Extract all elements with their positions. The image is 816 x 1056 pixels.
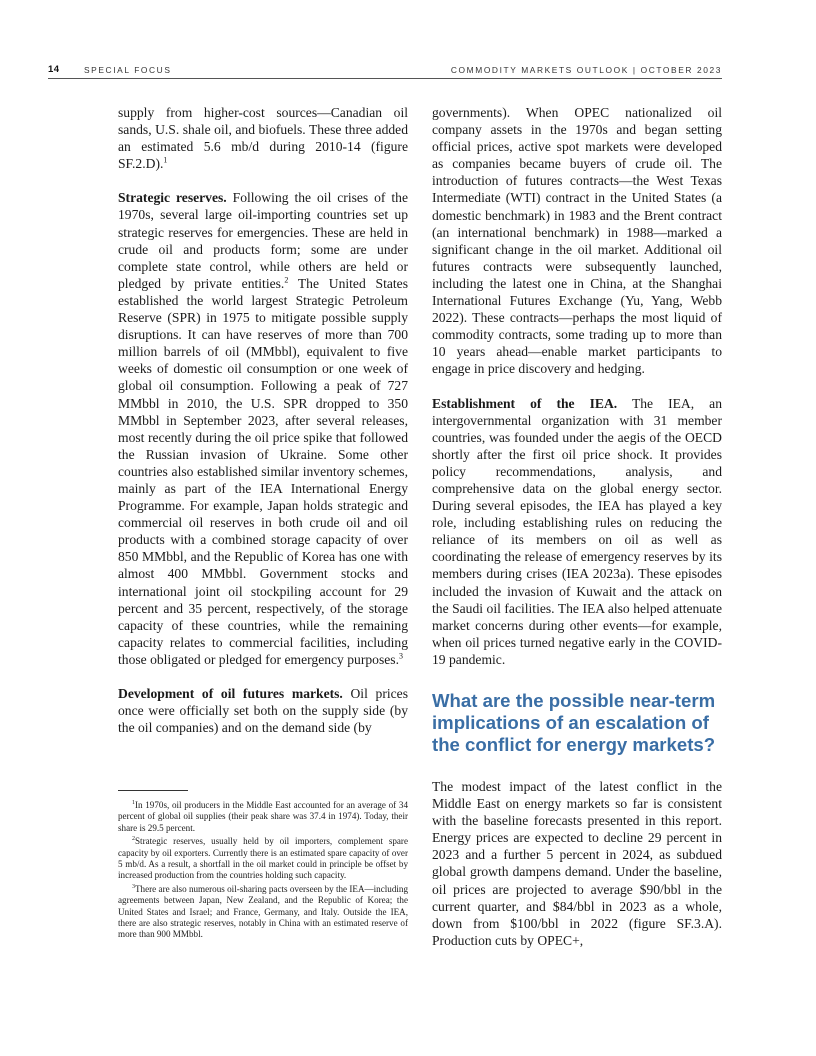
publication-title: COMMODITY MARKETS OUTLOOK | OCTOBER 2023: [450, 65, 722, 75]
paragraph: Development of oil futures markets. Oil prices once were officially set both on the supply side (by the oil companies) and on the demand side (by: [118, 686, 408, 736]
right-column: [432, 104, 722, 949]
paragraph-lead: Strategic reserves.: [118, 190, 227, 206]
footnote: $^2$Strategic reserves, usually held by oil importers, complement spare capacity by oil exporters. Currently there is an estimated spare capacity of over 5 mb/d. As a result, a shortfall in the oil market could in principle be offset by increased production from the countries holding such capacity.: [118, 836, 408, 881]
paragraph: The modest impact of the latest conflict in the Middle East on energy markets so far is consistent with the baseline forecasts presented in this report. Energy prices are expected to decline 29 percent in 2023 and a further 5 percent in 2024, as subdued global growth dampens demand. Under the baseline, oil prices are projected to average $90/bbl in the current quarter, and $84/bbl in 2023 as a whole, down from $100/bbl in 2022 (figure SF.3.A). Production cuts by OPEC+,: [432, 779, 722, 948]
footnotes: [118, 800, 408, 943]
running-header: [48, 64, 722, 78]
paragraph: Establishment of the IEA. The IEA, an intergovernmental organization with 31 member countries, was founded under the aegis of the OECD shortly after the first oil price shock. It provides policy recommendations, analysis, and comprehensive data on the global energy sector. During several episodes, the IEA has played a key role, including establishing rules on reducing the reliance of its members on oil as well as coordinating the release of emergency reserves by its members during crises (IEA 2023a). These episodes included the invasion of Kuwait and the attack on the Saudi oil facilities. The IEA also helped attenuate market concerns during other events—for example, when oil prices turned negative early in the COVID-19 pandemic.: [432, 395, 722, 667]
footnote-ref[interactable]: 1: [163, 155, 168, 165]
footnote-divider: [118, 790, 188, 791]
paragraph-lead: Development of oil futures markets.: [118, 686, 343, 701]
section-title: SPECIAL FOCUS: [84, 65, 172, 75]
footnote-ref[interactable]: 2: [284, 275, 289, 285]
header-rule: [48, 78, 722, 79]
paragraph: supply from higher-cost sources—Canadian oil sands, U.S. shale oil, and biofuels. These three added an estimated 5.6 mb/d during 2010-14 (figure SF.2.D).$^1$: [118, 105, 408, 172]
page-number: 14: [48, 64, 60, 75]
footnote: $^1$In 1970s, oil producers in the Middle East accounted for an average of 34 percent of global oil supplies (their peak share was 37.4 in 1974). Today, their share is 29.5 percent.: [118, 799, 408, 833]
paragraph-lead: Establishment of the IEA.: [432, 395, 618, 411]
paragraph: governments). When OPEC nationalized oil company assets in the 1970s and began setting official prices, active spot markets were developed as companies became buyers of crude oil. The introduction of futures contracts—the West Texas Intermediate (WTI) contract in the United States (a domestic benchmark) in 1983 and the Brent contract (an international benchmark) in 1988—marked a significant change in the oil market. Additional oil futures contracts were subsequently launched, including the latest one in China, at the Shanghai International Futures Exchange (Yu, Yang, Webb 2022). These contracts—perhaps the most liquid of commodity contracts, some trading up to more than 10 years ahead—enable market participants to engage in price discovery and hedging.: [432, 105, 722, 377]
section-heading: What are the possible near-term implications of an escalation of the conflict for energy markets?: [432, 690, 716, 755]
paragraph: Strategic reserves. Following the oil crises of the 1970s, several large oil-importing countries set up strategic reserves for emergencies. These are held in crude oil and products form; some are under complete state control, while others are held or pledged by private entities.$^2$ The United States established the world largest Strategic Petroleum Reserve (SPR) in 1975 to mitigate possible supply disruptions. It can have reserves of more than 700 million barrels of oil (MMbbl), equivalent to five weeks of domestic oil consumption or one week of global oil consumption. Following a peak of 727 MMbbl in 2010, the U.S. SPR dropped to 350 MMbbl in September 2023, after several releases, most recently during the oil price spike that followed the Russian invasion of Ukraine. Some other countries also established similar inventory schemes, mainly as part of the IEA International Energy Programme. For example, Japan holds strategic and commercial oil reserves in both crude oil and oil products with a combined storage capacity of over 850 MMbbl, and the Republic of Korea has one with almost 400 MMbbl. Government stocks and international joint oil stockpiling account for 29 percent and 35 percent, respectively, of the storage capacity of these countries, while the remaining capacity relates to commercial facilities, including those obligated or pledged for emergency purposes.$^3$: [118, 190, 408, 667]
left-column: [118, 104, 408, 736]
footnote-ref[interactable]: 3: [398, 651, 403, 661]
footnote: $^3$There are also numerous oil-sharing pacts overseen by the IEA—including agreements between Japan, New Zealand, and the Republic of Korea; the United States and Israel; and France, Germany, and Italy. Outside the IEA, there are also strategic reserves, notably in China with an estimated reserve of more than 900 MMbbl.: [118, 883, 408, 940]
